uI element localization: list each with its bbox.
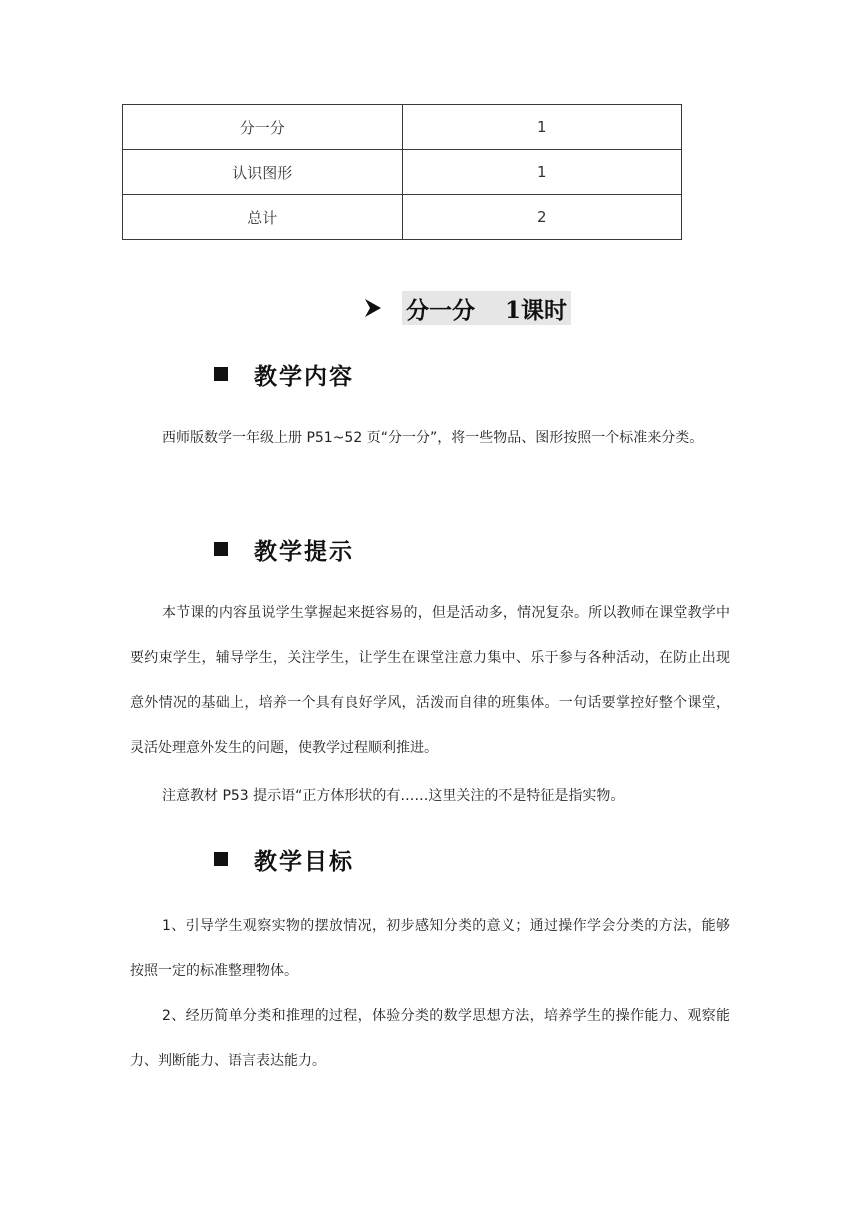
lesson-hours-cell: 1 [402, 105, 682, 150]
lesson-hours-text: 1课时 [505, 296, 568, 324]
section-heading-content [214, 359, 354, 389]
section-heading-goals [214, 844, 354, 874]
lesson-title [364, 290, 571, 326]
hints-paragraph: 本节课的内容虽说学生掌握起来挺容易的，但是活动多，情况复杂。所以教师在课堂教学中要约束学生，辅导学生，关注学生，让学生在课堂注意力集中、乐于参与各种活动，在防止出现意外情况的基础上，培养一个具有良好学风，活泼而自律的班集体。一句话要掌控好整个课堂，灵活处理意外发生的问题，使教学过程顺利推进。 [130, 605, 730, 756]
lesson-name-cell: 分一分 [123, 105, 403, 150]
table-row [123, 105, 682, 150]
arrowhead-icon [364, 298, 382, 318]
class-hours-table [122, 104, 682, 240]
hints-note-paragraph: 注意教材 P53 提示语“正方体形状的有……这里关注的不是特征是指实物。 [162, 788, 625, 804]
goal-item: 2、经历简单分类和推理的过程，体验分类的数学思想方法，培养学生的操作能力、观察能力、判断能力、语言表达能力。 [130, 1008, 730, 1069]
section-heading-text: 教学目标 [254, 847, 354, 875]
content-paragraph: 西师版数学一年级上册 P51~52 页“分一分”，将一些物品、图形按照一个标准来分类。 [162, 430, 704, 446]
lesson-title-box [402, 291, 571, 325]
lesson-title-text: 分一分 [406, 296, 475, 324]
total-hours-cell: 2 [402, 195, 682, 240]
section-heading-text: 教学内容 [254, 362, 354, 390]
section-heading-text: 教学提示 [254, 537, 354, 565]
filled-square-icon [214, 367, 228, 381]
lesson-hours-cell: 1 [402, 150, 682, 195]
lesson-name-cell: 认识图形 [123, 150, 403, 195]
table-row [123, 150, 682, 195]
filled-square-icon [214, 852, 228, 866]
filled-square-icon [214, 542, 228, 556]
table-row [123, 195, 682, 240]
goal-item: 1、引导学生观察实物的摆放情况，初步感知分类的意义；通过操作学会分类的方法，能够按照一定的标准整理物体。 [130, 918, 730, 979]
section-heading-hints [214, 534, 354, 564]
total-label-cell: 总计 [123, 195, 403, 240]
